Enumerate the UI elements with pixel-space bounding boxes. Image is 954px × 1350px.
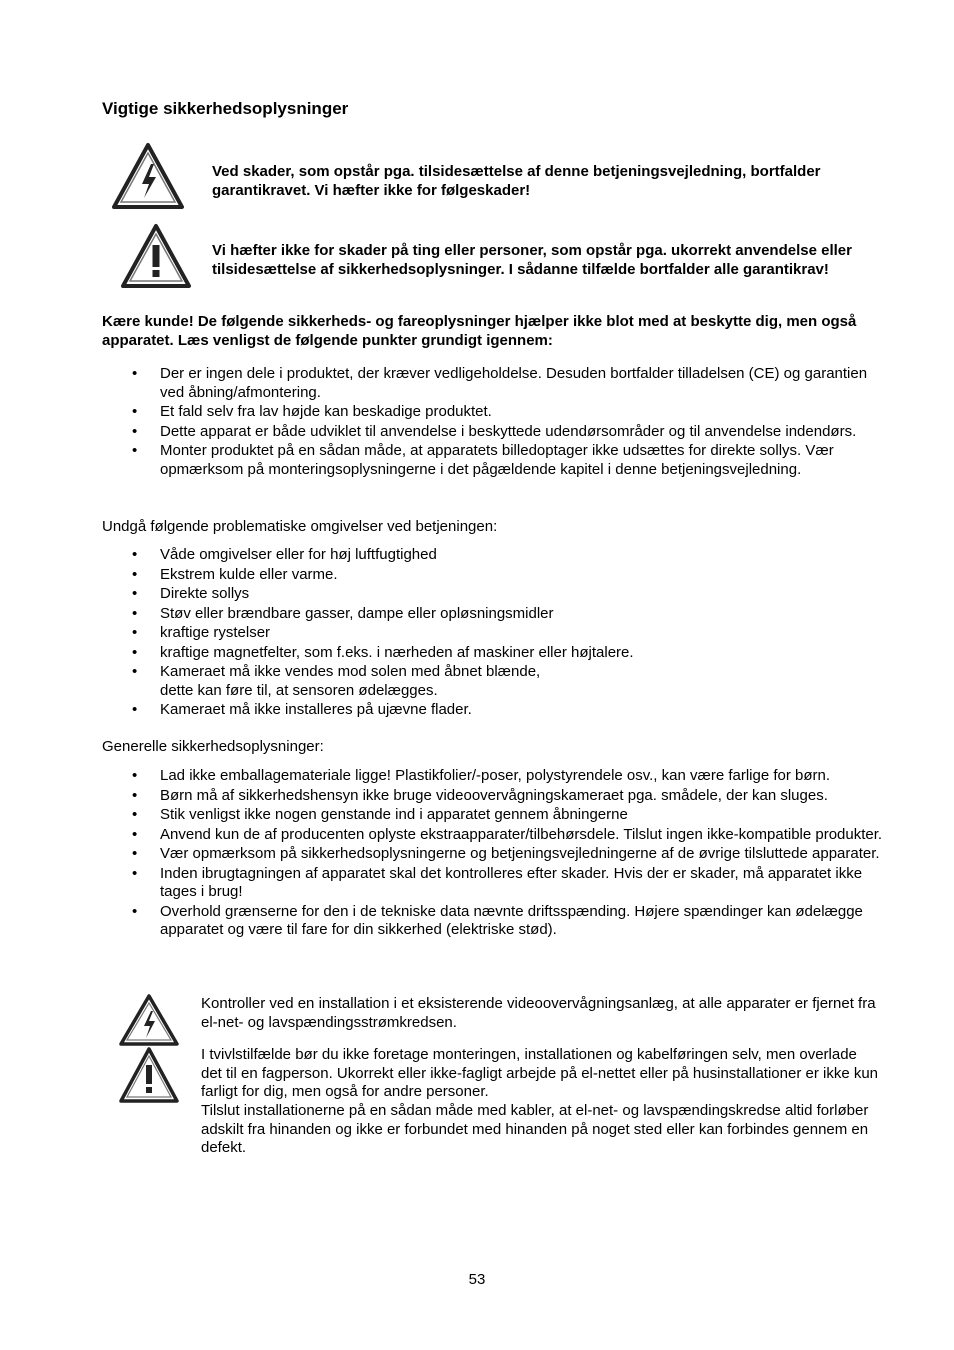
warning-text-damage: Vi hæfter ikke for skader på ting eller personer, som opstår pga. ukorrekt anvendelse eller tilsidesættelse af sikkerhedsoplysninger. I sådanne tilfælde bortfalder alle garantikrav!: [212, 242, 852, 278]
list-item: • Anvend kun de af producenten oplyste ekstraapparater/tilbehørsdele. Tilslut ingen ikke-kompatible produkter.: [102, 826, 892, 845]
general-safety-list: [102, 767, 892, 941]
general-heading: Generelle sikkerhedsoplysninger:: [102, 738, 324, 755]
page-title: Vigtige sikkerhedsoplysninger: [102, 99, 349, 118]
list-item: • Overhold grænserne for den i de tekniske data nævnte driftsspænding. Højere spændinger kan ødelægge apparatet og være til fare for din sikkerhed (elektriske stød).: [102, 903, 892, 940]
cable-separation-text: Tilslut installationerne på en sådan måde med kabler, at el-net- og lavspændingskredse altid forløber adskilt fra hinanden og ikke er forbundet med hinanden på noget sted eller kan forbindes gennem en defekt.: [201, 1102, 869, 1156]
list-item: • Ekstrem kulde eller varme.: [102, 566, 892, 585]
list-item: • kraftige magnetfelter, som f.eks. i nærheden af maskiner eller højtalere.: [102, 644, 892, 663]
list-item: • Kameraet må ikke installeres på ujævne flader.: [102, 701, 892, 720]
installation-check-text: Kontroller ved en installation i et eksisterende videoovervågningsanlæg, at alle apparater er fjernet fra el-net- og lavspændingsstrømkredsen.: [201, 995, 876, 1031]
list-item: • Direkte sollys: [102, 585, 892, 604]
environment-list: [102, 546, 892, 721]
list-item: • Børn må af sikkerhedshensyn ikke bruge videoovervågningskameraet pga. smådele, der kan sluges.: [102, 787, 892, 806]
page-number: 53: [468, 1271, 486, 1288]
list-item: • Lad ikke emballagemateriale ligge! Plastikfolier/-poser, polystyrendele osv., kan være farlige for børn.: [102, 767, 892, 786]
electric-hazard-icon: [111, 142, 185, 210]
avoid-heading: Undgå følgende problematiske omgivelser ved betjeningen:: [102, 518, 498, 535]
list-item: • Våde omgivelser eller for høj luftfugtighed: [102, 546, 892, 565]
exclamation-warning-icon: [120, 223, 192, 289]
list-item: • kraftige rystelser: [102, 624, 892, 643]
product-safety-list: [102, 365, 892, 480]
list-item: • Støv eller brændbare gasser, dampe eller opløsningsmidler: [102, 605, 892, 624]
electric-hazard-icon: [118, 993, 180, 1047]
list-item: • Der er ingen dele i produktet, der kræver vedligeholdelse. Desuden bortfalder tilladelsen (CE) og garantien ved åbning/afmontering.: [102, 365, 892, 402]
list-item: • Kameraet må ikke vendes mod solen med åbnet blænde, dette kan føre til, at sensoren ødelægges.: [102, 663, 892, 700]
list-item: • Vær opmærksom på sikkerhedsoplysningerne og betjeningsvejledningerne af de øvrige tilsluttede apparater.: [102, 845, 892, 864]
list-item: • Monter produktet på en sådan måde, at apparatets billedoptager ikke udsættes for direkte sollys. Vær opmærksom på monteringsoplysningerne i det pågældende kapitel i denne betjeningsvejledning.: [102, 442, 892, 479]
professional-installation-text: I tvivlstilfælde bør du ikke foretage monteringen, installationen og kabelføringen selv, men overlade det til en fagperson. Ukorrekt eller ikke-fagligt arbejde på el-nettet eller på husinstallationer er ikke kun farligt for dig, men også for andre personer.: [201, 1046, 879, 1100]
list-item: • Inden ibrugtagningen af apparatet skal det kontrolleres efter skader. Hvis der er skader, må apparatet ikke tages i brug!: [102, 865, 892, 902]
exclamation-warning-icon: [118, 1046, 180, 1104]
intro-text: Kære kunde! De følgende sikkerheds- og fareoplysninger hjælper ikke blot med at beskytte dig, men også apparatet. Læs venligst de følgende punkter grundigt igennem:: [102, 313, 857, 349]
warning-text-liability: Ved skader, som opstår pga. tilsidesættelse af denne betjeningsvejledning, bortfalder garantikravet. Vi hæfter ikke for følgeskader!: [212, 163, 821, 199]
list-item: • Stik venligst ikke nogen genstande ind i apparatet gennem åbningerne: [102, 806, 892, 825]
list-item: • Et fald selv fra lav højde kan beskadige produktet.: [102, 403, 892, 422]
list-item: • Dette apparat er både udviklet til anvendelse i beskyttede udendørsområder og til anvendelse indendørs.: [102, 423, 892, 442]
